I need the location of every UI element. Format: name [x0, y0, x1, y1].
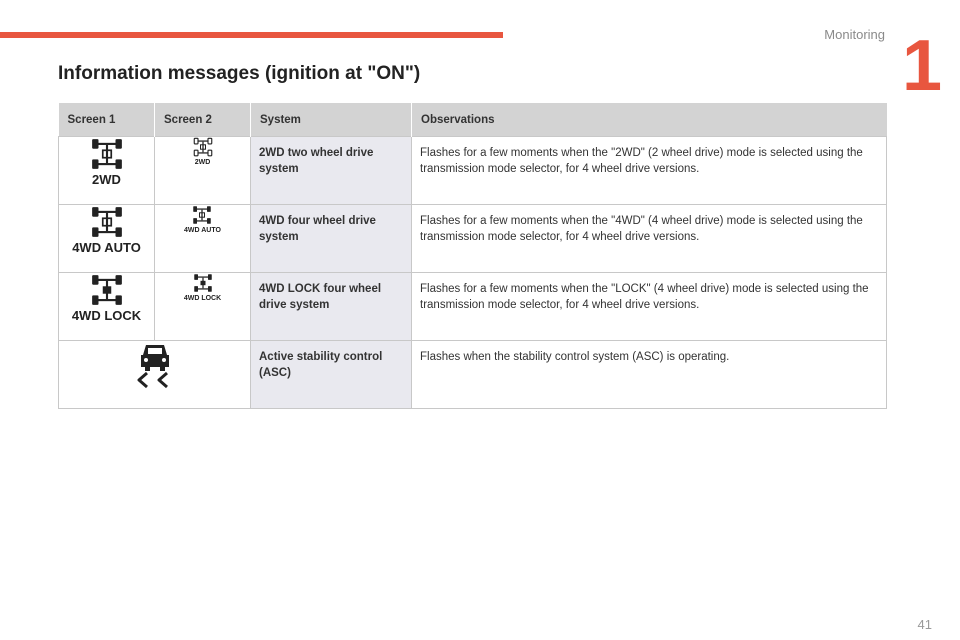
screen1-cell [59, 273, 155, 341]
page-title: Information messages (ignition at "ON") [58, 63, 421, 84]
header-observations: Observations [412, 103, 887, 137]
section-label: Monitoring [824, 27, 885, 42]
icon-caption: 2WD [194, 159, 211, 166]
screen1-cell [59, 205, 155, 273]
system-cell: 2WD two wheel drive system [251, 137, 412, 205]
screen2-cell [155, 205, 251, 273]
screen1-cell [59, 137, 155, 205]
system-cell: 4WD LOCK four wheel drive system [251, 273, 412, 341]
screen2-cell [155, 137, 251, 205]
screen2-cell [155, 273, 251, 341]
table-header-row [59, 103, 887, 137]
system-cell: Active stability control (ASC) [251, 341, 412, 409]
table-row [59, 341, 887, 409]
observations-cell: Flashes for a few moments when the "2WD" (2 wheel drive) mode is selected using the transmission mode selector, for 4 wheel drive versions. [412, 137, 887, 205]
icon-caption: 4WD AUTO [72, 240, 141, 255]
table-row [59, 273, 887, 341]
icon-caption: 2WD [92, 172, 121, 187]
drivetrain-4wd-auto-icon [72, 205, 141, 254]
header-screen-1: Screen 1 [59, 103, 155, 137]
page-number: 41 [917, 617, 932, 632]
icon-caption: 4WD LOCK [71, 308, 142, 323]
screen-merged-cell [59, 341, 251, 409]
observations-cell: Flashes for a few moments when the "LOCK" (4 wheel drive) mode is selected using the transmission mode selector, for 4 wheel drive versions. [412, 273, 887, 341]
system-cell: 4WD four wheel drive system [251, 205, 412, 273]
information-messages-table [58, 103, 887, 409]
observations-cell: Flashes when the stability control system (ASC) is operating. [412, 341, 887, 409]
drivetrain-2wd-icon [90, 137, 124, 186]
drivetrain-4wd-auto-small-icon [184, 205, 221, 234]
header-screen-2: Screen 2 [155, 103, 251, 137]
table-row [59, 137, 887, 205]
stability-control-icon [133, 341, 177, 391]
drivetrain-4wd-lock-small-icon [184, 273, 221, 302]
header-system: System [251, 103, 412, 137]
icon-caption: 4WD LOCK [183, 295, 222, 302]
top-accent-bar [0, 32, 503, 38]
observations-cell: Flashes for a few moments when the "4WD" (4 wheel drive) mode is selected using the transmission mode selector, for 4 wheel drive versions. [412, 205, 887, 273]
icon-caption: 4WD AUTO [184, 227, 221, 234]
drivetrain-4wd-lock-icon [72, 273, 141, 322]
table-row [59, 205, 887, 273]
chapter-number: 1 [901, 26, 942, 106]
drivetrain-2wd-small-icon [193, 137, 213, 166]
